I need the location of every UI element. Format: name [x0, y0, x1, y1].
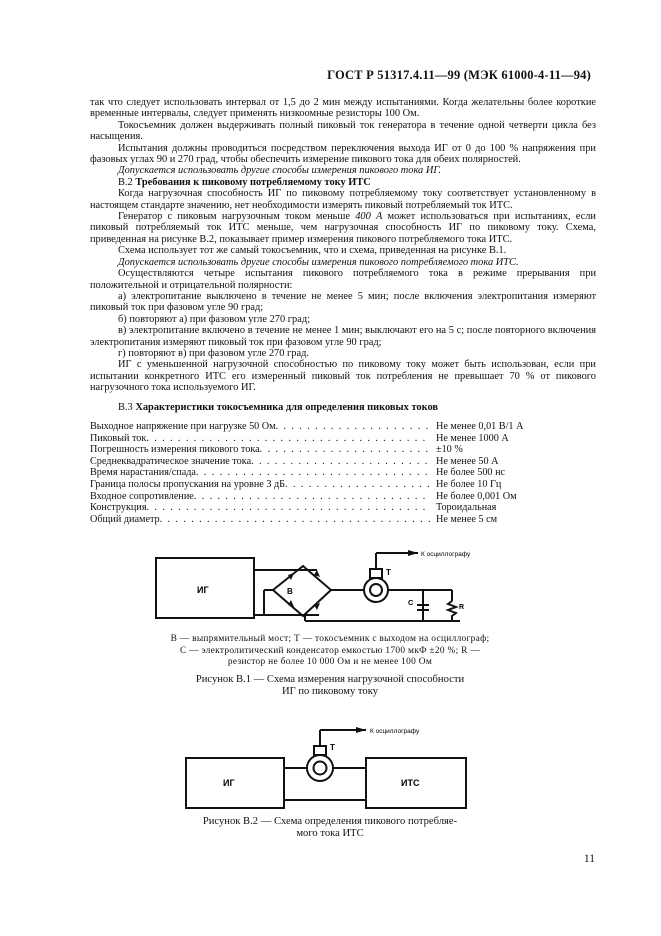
- transducer-label: Т: [386, 568, 391, 577]
- spec-label: Конструкция: [90, 502, 147, 514]
- spec-label: Выходное напряжение при нагрузке 50 Ом: [90, 420, 276, 432]
- oscillograph-label: К осциллографу: [421, 551, 471, 558]
- spec-row: [90, 479, 596, 491]
- generator-label: ИГ: [223, 778, 235, 788]
- figure-title-line: мого тока ИТС: [296, 828, 364, 839]
- spec-value: Не более 10 Гц: [436, 478, 502, 490]
- section-heading-b3: [90, 402, 596, 413]
- list-item: г) повторяют в) при фазовом угле 270 град.: [118, 347, 309, 359]
- transducer-label: Т: [330, 743, 335, 752]
- spec-row: [90, 456, 596, 468]
- spec-row: [90, 421, 596, 433]
- spec-row: [90, 433, 596, 445]
- spec-value: Не менее 0,01 В/1 А: [436, 420, 524, 432]
- spec-value: Не менее 5 см: [436, 513, 498, 525]
- current-value: 400 А: [355, 211, 383, 223]
- section-heading-b2: [90, 177, 596, 188]
- spec-row: [90, 491, 596, 503]
- capacitor-label: С: [408, 598, 414, 607]
- paragraph: Осуществляются четыре испытания пикового потребляемого тока в режиме прерывания при положительной и отрицательной полярности:: [90, 268, 596, 291]
- spec-label: Общий диаметр: [90, 513, 160, 525]
- spec-value: Не более 0,001 Ом: [436, 490, 517, 502]
- bridge-label: В: [287, 587, 293, 596]
- spec-row: [90, 467, 596, 479]
- spec-label: Входное сопротивление: [90, 490, 194, 502]
- paragraph: Когда нагрузочная способность ИГ по пиковому потребляемому току соответствует установленному в настоящем стандарте значению, нет необходимости измерять пиковый потребляемый ток ИТС.: [90, 188, 596, 211]
- list-item: в) электропитание включено в течение не менее 1 мин; выключают его на 5 с; после повторного включения электропитания измеряют пиковый ток при фазовом угле 90 град;: [90, 325, 596, 348]
- section-title: Требования к пиковому потребляемому току ИТС: [135, 176, 371, 188]
- equipment-label: ИТС: [401, 778, 420, 788]
- legend-line: С — электролитический конденсатор емкостью 1700 мкФ ±20 %; R —: [179, 645, 481, 656]
- spec-row: [90, 514, 596, 526]
- figure-title-line: ИГ по пиковому току: [281, 686, 379, 697]
- note-paragraph: Допускается использовать другие способы измерения пикового потребляемого тока ИТС.: [118, 256, 519, 268]
- list-item: а) электропитание выключено в течение не менее 5 мин; после включения электропитания измеряют пиковый ток при фазовом угле 90 град;: [90, 290, 596, 314]
- spec-value: Не менее 50 А: [436, 455, 499, 467]
- paragraph: Токосъемник должен выдерживать полный пиковый ток генератора в течение одной четверти цикла без насыщения.: [90, 119, 596, 143]
- spec-value: Тороидальная: [436, 502, 497, 514]
- section-number: В.2: [118, 176, 133, 188]
- resistor-label: R: [459, 604, 465, 611]
- rectifier-bridge: [273, 566, 331, 616]
- spec-label: Погрешность измерения пикового тока: [90, 444, 260, 456]
- figure-title-line: Рисунок В.1 — Схема измерения нагрузочной способности: [195, 674, 465, 685]
- paragraph: так что следует использовать интервал от 1,5 до 2 мин между испытаниями. Когда желательны более короткие временные интервалы, следует применять низкоомные резисторы 100 Ом.: [90, 97, 596, 120]
- generator-label: ИГ: [197, 585, 209, 595]
- paragraph: Испытания должны проводиться посредством переключения выхода ИГ от 0 до 100 % напряжения при фазовых углах 90 и 270 град, чтобы обеспечить измерение пикового тока для обеих полярностей.: [90, 142, 596, 166]
- spec-label: Граница полосы пропускания на уровне 3 дБ: [90, 478, 286, 490]
- page-number: 11: [583, 853, 595, 865]
- figure-b2-title: [130, 816, 530, 840]
- paragraph-text: Генератор с пиковым нагрузочным током меньше: [118, 211, 350, 223]
- spec-label: Время нарастания/спада: [90, 467, 196, 479]
- spec-value: ±10 %: [436, 444, 463, 456]
- spec-value: Не менее 1000 А: [436, 432, 509, 444]
- figure-b1-diagram: [140, 545, 480, 631]
- section-title: Характеристики токосъемника для определения пиковых токов: [135, 401, 438, 413]
- paragraph-text: может использоваться при испытаниях, если пиковый потребляемый ток ИТС меньше, чем нагрузочная способность ИГ по пиковому току. Схема, приведенная на рисунке В.2, показывает пример измерения пикового потребляемого тока ИТС.: [90, 211, 596, 245]
- paragraph: [90, 211, 596, 245]
- legend-line: В — выпрямительный мост; Т — токосъемник с выходом на осциллограф;: [170, 634, 490, 644]
- paragraph: ИГ с уменьшенной нагрузочной способностью по пиковому току может быть использован, если при испытании конкретного ИТС его измеренный пиковый ток потребления не превышает 70 % от пикового нагрузочного тока используемого ИГ.: [90, 359, 596, 394]
- current-transducer: [364, 578, 388, 602]
- spec-row: [90, 444, 596, 456]
- oscillograph-label: К осциллографу: [370, 728, 420, 735]
- spec-value: Не более 500 нс: [436, 467, 506, 479]
- list-item: б) повторяют а) при фазовом угле 270 град;: [118, 313, 311, 325]
- spec-table: [90, 421, 596, 525]
- legend-line: резистор не более 10 000 Ом и не менее 100 Ом: [227, 657, 433, 667]
- figure-b1-title: [130, 674, 530, 698]
- section-number: В.3: [118, 401, 133, 413]
- spec-label: Среднеквадратическое значение тока: [90, 455, 252, 467]
- spec-row: [90, 502, 596, 514]
- document-body: [90, 97, 596, 525]
- paragraph: Схема использует тот же самый токосъемник, что и схема, приведенная на рисунке В.1.: [118, 245, 507, 257]
- spec-label: Пиковый ток: [90, 432, 147, 444]
- figure-b1-legend: [110, 634, 550, 669]
- figure-b2-diagram: [180, 712, 480, 812]
- note-paragraph: Допускается использовать другие способы измерения пикового тока ИГ.: [118, 165, 442, 177]
- current-transducer: [307, 755, 333, 781]
- generator-box: [186, 758, 284, 808]
- figure-title-line: Рисунок В.2 — Схема определения пикового потребляе-: [202, 816, 458, 827]
- document-header: ГОСТ Р 51317.4.11—99 (МЭК 61000-4-11—94): [327, 68, 591, 82]
